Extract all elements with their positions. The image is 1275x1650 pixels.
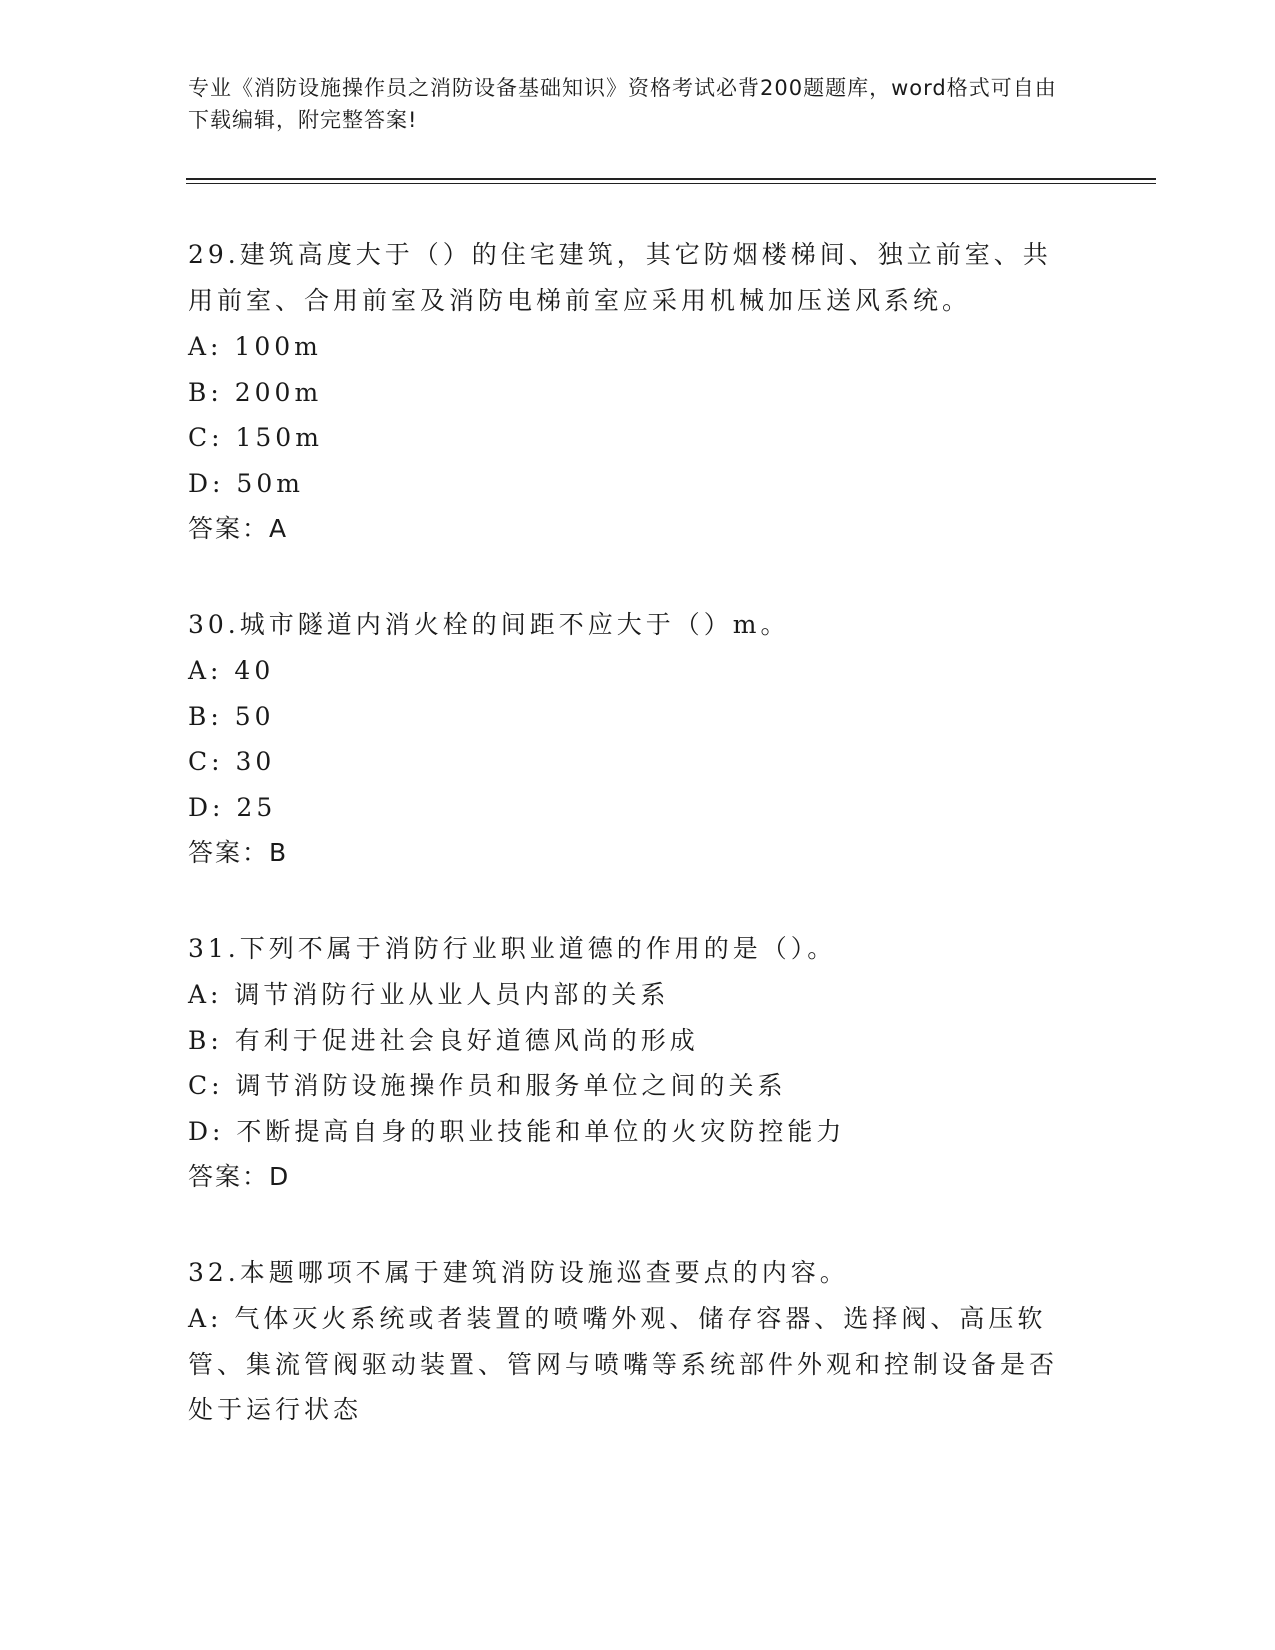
header-rule-thin xyxy=(186,183,1156,184)
answer-line: 答案：A xyxy=(188,514,289,543)
question-stem: 30.城市隧道内消火栓的间距不应大于（）m。 xyxy=(188,610,790,639)
option-a: A: 气体灭火系统或者装置的喷嘴外观、储存容器、选择阀、高压软管、集流管阀驱动装置、管网与喷嘴等系统部件外观和控制设备是否处于运行状态 xyxy=(188,1304,1059,1424)
option-b: B: 50 xyxy=(188,701,275,731)
option-c: C: 调节消防设施操作员和服务单位之间的关系 xyxy=(188,1071,787,1100)
question-30 xyxy=(188,602,1088,876)
option-a: A: 40 xyxy=(188,656,275,685)
option-c: C: 30 xyxy=(188,747,276,776)
document-header: 专业《消防设施操作员之消防设备基础知识》资格考试必背200题题库，word格式可自由下载编辑，附完整答案! xyxy=(188,76,1057,132)
question-list xyxy=(188,232,1088,1483)
option-b: B: 有利于促进社会良好道德风尚的形成 xyxy=(188,1025,699,1055)
header-rule-thick xyxy=(186,178,1156,180)
question-stem: 29.建筑高度大于（）的住宅建筑，其它防烟楼梯间、独立前室、共用前室、合用前室及消防电梯前室应采用机械加压送风系统。 xyxy=(188,240,1052,315)
option-a: A: 100m xyxy=(188,332,322,361)
option-d: D: 50m xyxy=(188,468,304,498)
option-c: C: 150m xyxy=(188,423,323,452)
question-29 xyxy=(188,232,1088,552)
question-31 xyxy=(188,926,1088,1200)
question-stem: 32.本题哪项不属于建筑消防设施巡查要点的内容。 xyxy=(188,1258,849,1287)
question-32 xyxy=(188,1250,1088,1433)
answer-line: 答案：D xyxy=(188,1162,291,1191)
option-d: D: 25 xyxy=(188,792,277,822)
option-d: D: 不断提高自身的职业技能和单位的火灾防控能力 xyxy=(188,1116,846,1146)
question-stem: 31.下列不属于消防行业职业道德的作用的是（）。 xyxy=(188,934,837,963)
option-b: B: 200m xyxy=(188,377,323,407)
answer-line: 答案：B xyxy=(188,838,289,867)
option-a: A: 调节消防行业从业人员内部的关系 xyxy=(188,980,670,1009)
